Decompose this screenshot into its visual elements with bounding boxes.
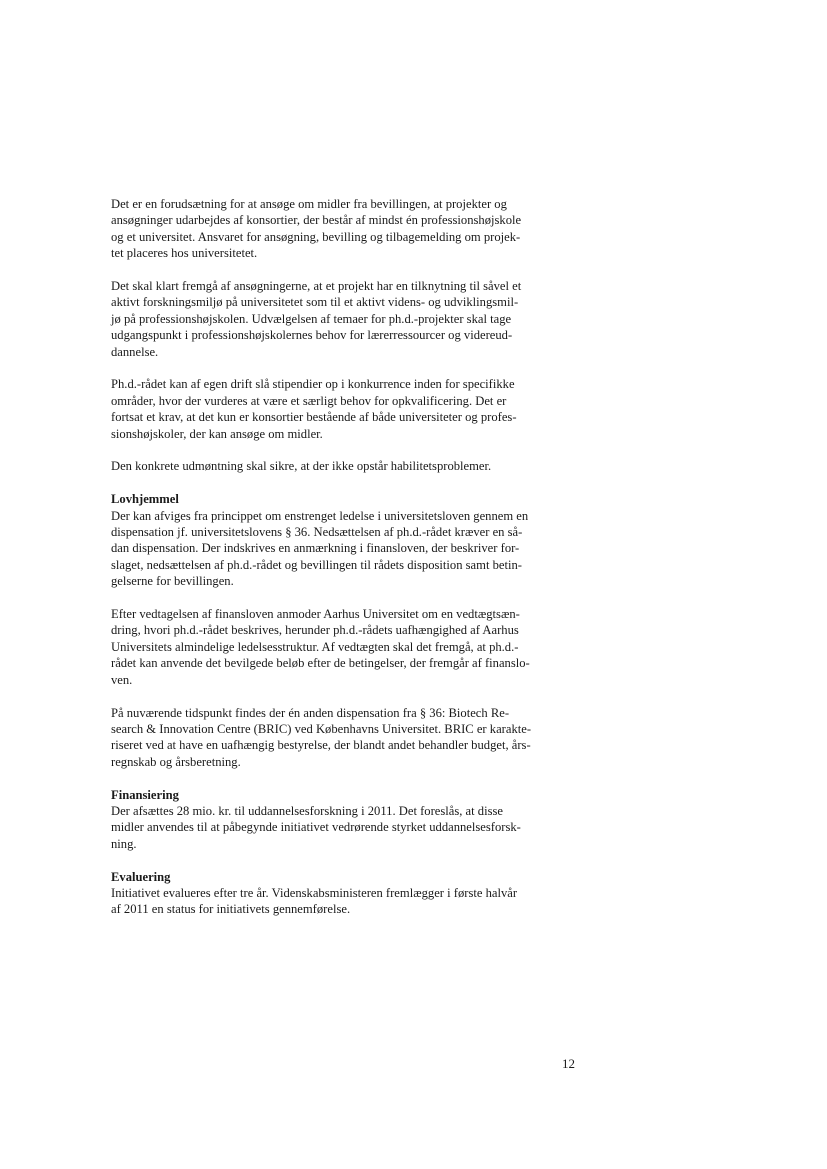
text-line: search & Innovation Centre (BRIC) ved Københavns Universitet. BRIC er karakte- (111, 721, 532, 736)
text-line: midler anvendes til at påbegynde initiativet vedrørende styrket uddannelsesforsk- (111, 820, 521, 835)
text-line: Det er en forudsætning for at ansøge om midler fra bevillingen, at projekter og (111, 197, 507, 211)
text-line: dispensation jf. universitetslovens § 36. Nedsættelsen af ph.d.-rådet kræver en så- (111, 525, 523, 540)
text-line: Universitets almindelige ledelsesstruktur. Af vedtægten skal det fremgå, at ph.d.- (111, 639, 519, 654)
text-line: ansøgninger udarbejdes af konsortier, der består af mindst én professionshøjskole (111, 213, 522, 228)
text-line: Der afsættes 28 mio. kr. til uddannelsesforskning i 2011. Det foreslås, at disse (111, 803, 503, 818)
text-line: Efter vedtagelsen af finansloven anmoder Aarhus Universitet om en vedtægtsæn- (111, 607, 520, 622)
text-line: Det skal klart fremgå af ansøgningerne, at et projekt har en tilknytning til såvel et (111, 279, 522, 294)
text-line: af 2011 en status for initiativets gennemførelse. (111, 902, 351, 917)
section-heading-lovhjemmel: Lovhjemmel (111, 492, 179, 507)
text-line: og et universitet. Ansvaret for ansøgning, bevilling og tilbagemelding om projek- (111, 229, 521, 244)
text-line: dannelse. (111, 344, 159, 359)
text-line: dan dispensation. Der indskrives en anmærkning i finansloven, der beskriver for- (111, 541, 520, 556)
text-line: aktivt forskningsmiljø på universitetet som til et aktivt videns- og udviklingsmil- (111, 295, 519, 310)
text-line: områder, hvor der vurderes at være et særligt behov for opkvalificering. Det er (111, 393, 507, 408)
text-line: Den konkrete udmøntning skal sikre, at der ikke opstår habilitetsproblemer. (111, 459, 492, 474)
text-line: sionshøjskoler, der kan ansøge om midler. (111, 426, 323, 441)
page-body (111, 196, 581, 934)
text-line: jø på professionshøjskolen. Udvælgelsen af temaer for ph.d.-projekter skal tage (111, 311, 512, 326)
text-line: På nuværende tidspunkt findes der én anden dispensation fra § 36: Biotech Re- (111, 705, 510, 720)
text-line: Ph.d.-rådet kan af egen drift slå stipendier op i konkurrence inden for specifikke (111, 377, 515, 392)
text-line: fortsat et krav, at det kun er konsortier bestående af både universiteter og profes- (111, 410, 517, 425)
paragraph-phd-council-stipends (111, 376, 581, 442)
text-line: udgangspunkt i professionshøjskolernes behov for lærerressourcer og videreud- (111, 328, 513, 343)
text-line: Der kan afviges fra princippet om enstrenget ledelse i universitetsloven gennem en (111, 508, 529, 523)
section-evaluering (111, 869, 581, 918)
text-line: slaget, nedsættelsen af ph.d.-rådet og bevillingen til rådets disposition samt betin- (111, 557, 522, 572)
text-line: rådet kan anvende det bevilgede beløb efter de betingelser, der fremgår af finanslo- (111, 656, 530, 671)
text-line: ven. (111, 672, 133, 687)
section-heading-evaluering: Evaluering (111, 869, 171, 884)
text-line: Initiativet evalueres efter tre år. Videnskabsministeren fremlægger i første halvår (111, 885, 518, 900)
paragraph-statute-amendment (111, 606, 581, 688)
paragraph-consortium-requirement (111, 196, 581, 262)
paragraph-research-environment (111, 278, 581, 360)
text-line: regnskab og årsberetning. (111, 754, 241, 769)
section-finansiering (111, 787, 581, 853)
text-line: dring, hvori ph.d.-rådet beskrives, herunder ph.d.-rådets uafhængighed af Aarhus (111, 623, 519, 638)
text-line: gelserne for bevillingen. (111, 574, 234, 589)
text-line: riseret ved at have en uafhængig bestyrelse, der blandt andet behandler budget, års- (111, 738, 531, 753)
section-heading-finansiering: Finansiering (111, 787, 179, 802)
paragraph-habilitation (111, 458, 581, 474)
section-lovhjemmel (111, 491, 581, 589)
text-line: tet placeres hos universitetet. (111, 246, 258, 261)
paragraph-bric-dispensation (111, 705, 581, 771)
page-number: 12 (562, 1056, 575, 1071)
text-line: ning. (111, 836, 137, 851)
